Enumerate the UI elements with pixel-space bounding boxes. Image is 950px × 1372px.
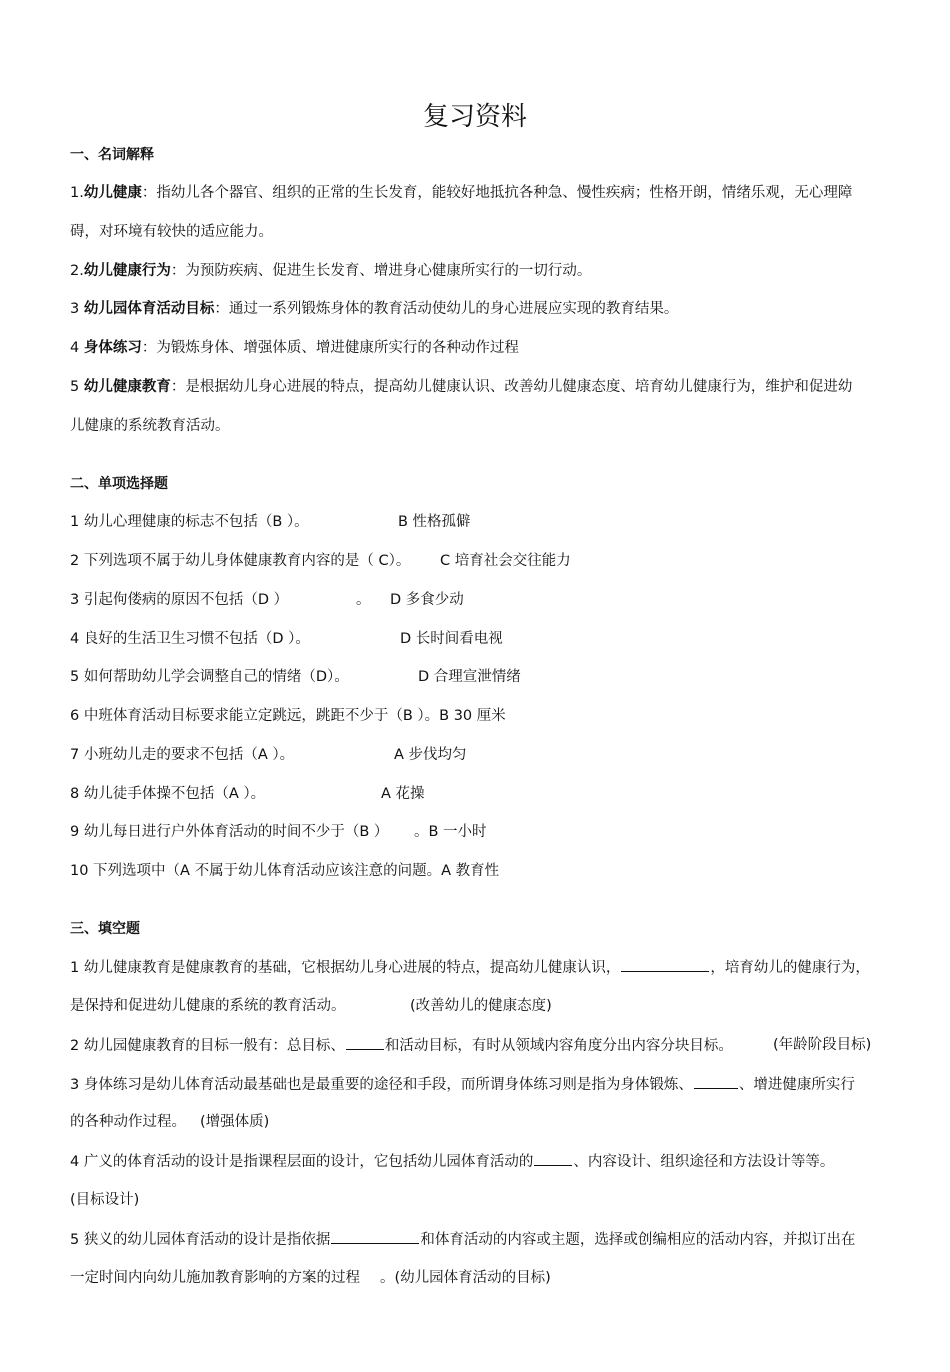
answer-blank: [621, 957, 709, 972]
page-title: 复习资料: [422, 102, 527, 132]
definition-2: 2.幼儿健康行为：为预防疾病、促进生长发育、增进身心健康所实行的一切行动。: [70, 263, 592, 279]
choice-question-6: 6 中班体育活动目标要求能立定跳远，跳距不少于（B ）。B 30 厘米: [70, 708, 506, 724]
answer-blank: [346, 1035, 384, 1050]
choice-question-2: 2 下列选项不属于幼儿身体健康教育内容的是（ C）。 C 培育社会交往能力: [70, 553, 571, 569]
fill-question-5: 5 狭义的幼儿园体育活动的设计是指依据 和体育活动的内容或主题，选择或创编相应的活动内容，并拟订出在: [70, 1229, 855, 1250]
choice-question-10: 10 下列选项中（A 不属于幼儿体育活动应该注意的问题。A 教育性: [70, 863, 500, 879]
section-heading-definitions: 一、名词解释: [70, 147, 154, 163]
fill-question-4-answer: (目标设计): [70, 1192, 140, 1208]
choice-question-9: 9 幼儿每日进行户外体育活动的时间不少于（B ） 。B 一小时: [70, 824, 487, 840]
definition-4: 4 身体练习：为锻炼身体、增强体质、增进健康所实行的各种动作过程: [70, 340, 519, 356]
definition-5: 5 幼儿健康教育：是根据幼儿身心进展的特点，提高幼儿健康认识、改善幼儿健康态度、培育幼儿健康行为，维护和促进幼: [70, 379, 853, 395]
definition-1-cont: 碍，对环境有较快的适应能力。: [70, 224, 273, 240]
section-heading-single-choice: 二、单项选择题: [70, 476, 168, 492]
choice-question-5: 5 如何帮助幼儿学会调整自己的情绪（D）。 D 合理宣泄情绪: [70, 669, 521, 685]
fill-question-2: 2 幼儿园健康教育的目标一般有：总目标、 和活动目标，有时从领域内容角度分出内容分块目标。 (年龄阶段目标): [70, 1037, 872, 1054]
fill-question-1: 1 幼儿健康教育是健康教育的基础，它根据幼儿身心进展的特点，提高幼儿健康认识， ，培育幼儿的健康行为，: [70, 957, 870, 978]
section-heading-fill-blank: 三、填空题: [70, 921, 140, 937]
fill-question-4: 4 广义的体育活动的设计是指课程层面的设计，它包括幼儿园体育活动的 、内容设计、组织途径和方法设计等等。: [70, 1151, 834, 1172]
fill-question-3-cont: 的各种动作过程。 (增强体质): [70, 1114, 270, 1130]
answer-blank: [331, 1229, 419, 1244]
choice-question-1: 1 幼儿心理健康的标志不包括（B ）。 B 性格孤僻: [70, 514, 471, 530]
fill-question-5-cont: 一定时间内向幼儿施加教育影响的方案的过程 。(幼儿园体育活动的目标): [70, 1270, 551, 1286]
choice-question-7: 7 小班幼儿走的要求不包括（A ）。 A 步伐均匀: [70, 747, 467, 763]
definition-5-cont: 儿健康的系统教育活动。: [70, 418, 230, 434]
fill-question-3: 3 身体练习是幼儿体育活动最基础也是最重要的途径和手段，而所谓身体练习则是指为身体锻炼、 、增进健康所实行: [70, 1074, 855, 1095]
definition-3: 3 幼儿园体育活动目标：通过一系列锻炼身体的教育活动使幼儿的身心进展应实现的教育结果。: [70, 301, 679, 317]
answer-blank: [534, 1151, 572, 1166]
answer-blank: [694, 1074, 738, 1089]
fill-question-1-cont: 是保持和促进幼儿健康的系统的教育活动。 (改善幼儿的健康态度): [70, 998, 552, 1014]
choice-question-4: 4 良好的生活卫生习惯不包括（D ）。 D 长时间看电视: [70, 631, 503, 647]
choice-question-3: 3 引起佝偻病的原因不包括（D ） 。 D 多食少动: [70, 592, 464, 608]
definition-1: 1.幼儿健康：指幼儿各个器官、组织的正常的生长发育，能较好地抵抗各种急、慢性疾病；性格开朗，情绪乐观，无心理障: [70, 185, 853, 201]
choice-question-8: 8 幼儿徒手体操不包括（A ）。 A 花操: [70, 786, 425, 802]
